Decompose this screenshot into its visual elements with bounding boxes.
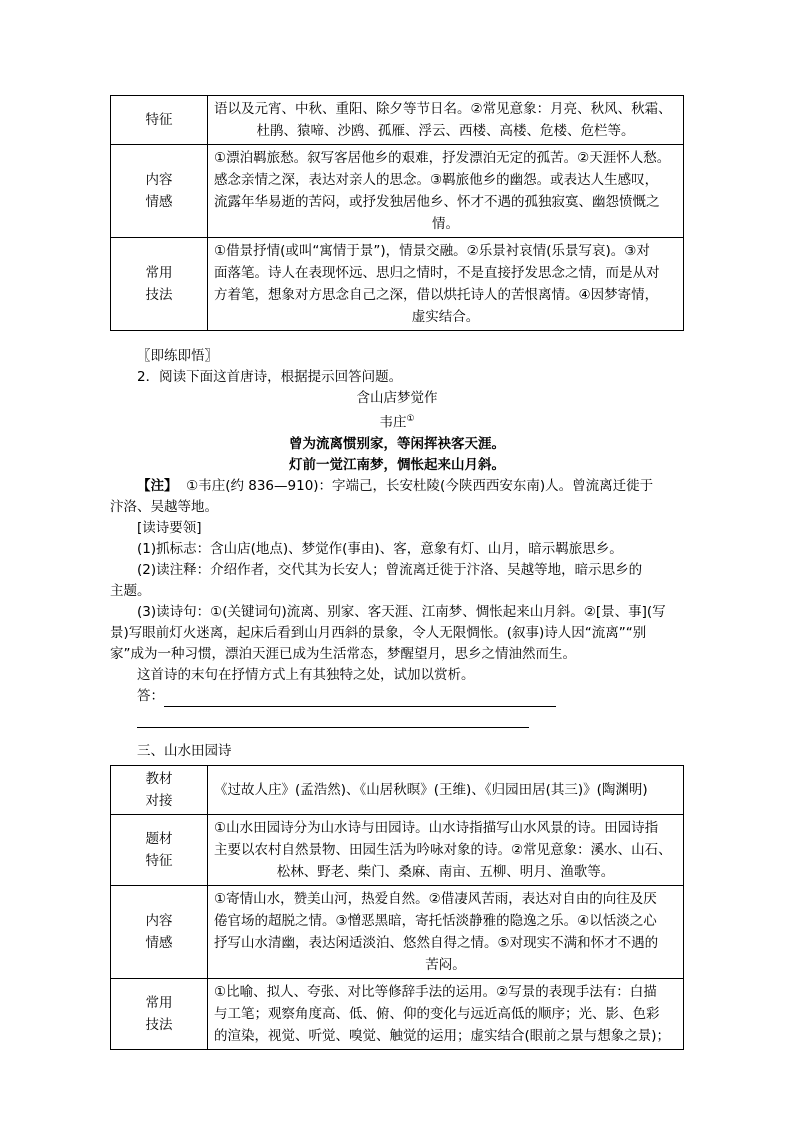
body-line: ①借景抒情(或叫“寓情于景”)，情景交融。②乐景衬哀情(乐景写哀)。③对 — [214, 243, 650, 259]
answer-row-2 — [110, 707, 684, 728]
body-line: 感念亲情之深，表达对亲人的思念。③羁旅他乡的幽怨。或表达人生感叹， — [214, 172, 659, 188]
body-line: 方着笔，想象对方思念自己之深，借以烘托诗人的苦恨离情。④因梦寄情， — [214, 287, 659, 303]
body-line: ①漂泊羁旅愁。叙写客居他乡的艰难，抒发漂泊无定的孤苦。②天涯怀人愁。 — [214, 150, 671, 166]
note-line: 汴洛、吴越等地。 — [110, 498, 218, 515]
row-head — [111, 96, 208, 145]
exercise-header: 〖即练即悟〗 — [137, 348, 218, 364]
guide-header: [读诗要领] — [137, 519, 202, 536]
footnote-mark: ① — [406, 414, 415, 424]
table-row — [111, 145, 684, 238]
body-line: 流露年华易逝的苦闷，或抒发独居他乡、怀才不遇的孤独寂寞、幽怨愤慨之 — [214, 194, 660, 210]
body-line: 语以及元宵、中秋、重阳、除夕等节日名。②常见意象：月亮、秋风、秋霜、 — [214, 101, 672, 117]
poem-line: 曾为流离惯别家，等闲挥袂客天涯。 — [289, 435, 505, 452]
row-head — [111, 979, 208, 1050]
head-text: 特征 — [145, 853, 173, 869]
head-text: 技法 — [145, 287, 173, 303]
body-line: 面落笔。诗人在表现怀远、思归之情时，不是直接抒发思念之情，而是从对 — [214, 265, 660, 281]
row-body — [208, 96, 684, 145]
table-row — [111, 766, 684, 815]
guide-line: 家”成为一种习惯，漂泊天涯已成为生活常态，梦醒望月，思乡之情油然而生。 — [110, 645, 576, 662]
row-head — [111, 886, 208, 979]
head-text: 情感 — [145, 194, 173, 210]
section-title: 三、山水田园诗 — [137, 743, 232, 759]
section-title-row — [110, 741, 684, 762]
body-line: 主要以农村自然景物、田园生活为吟咏对象的诗。②常见意象：溪水、山石、 — [214, 842, 672, 858]
poem-author: 韦庄 — [379, 414, 407, 431]
row-body — [208, 766, 684, 815]
poem-author-line — [110, 409, 684, 434]
row-body — [208, 145, 684, 238]
body-line: 杜鹃、猿啼、沙鸥、孤雁、浮云、西楼、高楼、危楼、危栏等。 — [256, 123, 635, 139]
body-line: 情。 — [432, 216, 459, 232]
body-line: 虚实结合。 — [411, 309, 480, 325]
row-body — [208, 886, 684, 979]
head-text: 教材 — [145, 771, 173, 787]
answer-line[interactable] — [164, 692, 556, 707]
table-row — [111, 979, 684, 1050]
poem-line: 灯前一觉江南梦，惆怅起来山月斜。 — [289, 456, 505, 473]
answer-line[interactable] — [137, 713, 529, 728]
body-line: 苦闷。 — [425, 957, 466, 973]
body-line: 松林、野老、柴门、桑麻、南亩、五柳、明月、渔歌等。 — [276, 864, 615, 880]
head-text: 特征 — [145, 112, 173, 128]
table-row — [111, 815, 684, 886]
guide-line: 主题。 — [110, 582, 151, 599]
row-body — [208, 979, 684, 1050]
exercise-question: 2．阅读下面这首唐诗，根据提示回答问题。 — [137, 369, 403, 385]
row-head — [111, 145, 208, 238]
head-text: 对接 — [145, 793, 173, 809]
answer-row — [110, 686, 684, 707]
head-text: 情感 — [145, 935, 173, 951]
answer-label: 答： — [137, 687, 164, 704]
head-text: 技法 — [145, 1017, 173, 1033]
table-row — [111, 238, 684, 331]
note-label: 【注】 — [137, 477, 178, 494]
body-line: ①山水田园诗分为山水诗与田园诗。山水诗指描写山水风景的诗。田园诗指 — [214, 820, 659, 836]
imagery-table-2 — [110, 765, 684, 1050]
head-text: 题材 — [145, 831, 173, 847]
guide-line: 景)写眼前灯火迷离，起床后看到山月西斜的景象，令人无限惆怅。(叙事)诗人因“流离”“别 — [110, 624, 647, 641]
guide-line: (3)读诗句：①(关键词句)流离、别家、客天涯、江南梦、惆怅起来山月斜。②[景、事](写 — [137, 603, 666, 620]
exercise-section — [110, 346, 684, 728]
head-text: 内容 — [145, 913, 173, 929]
body-line: ①寄情山水，赞美山河，热爱自然。②借凄风苦雨，表达对自由的向往及厌 — [214, 891, 657, 907]
task-prompt: 这首诗的末句在抒情方式上有其独特之处，试加以赏析。 — [137, 666, 475, 683]
body-line: 的渲染，视觉、听觉、嗅觉、触觉的运用；虚实结合(眼前之景与想象之景)； — [214, 1028, 671, 1044]
guide-line: (1)抓标志：含山店(地点)、梦觉作(事由)、客，意象有灯、山月，暗示羁旅思乡。 — [137, 540, 623, 557]
row-head — [111, 766, 208, 815]
row-body — [208, 238, 684, 331]
body-line: 《过故人庄》(孟浩然)、《山居秋暝》(王维)、《归园田居(其三)》(陶渊明) — [214, 782, 648, 798]
note-line — [110, 476, 684, 497]
head-text: 常用 — [145, 265, 173, 281]
note-text: ①韦庄(约 836—910)：字端己，长安杜陵(今陕西西安东南)人。曾流离迁徙于 — [186, 477, 654, 494]
body-line: 与工笔；观察角度高、低、俯、仰的变化与远近高低的顺序；光、影、色彩 — [214, 1006, 660, 1022]
row-body — [208, 815, 684, 886]
body-line: ①比喻、拟人、夸张、对比等修辞手法的运用。②写景的表现手法有：白描 — [214, 984, 657, 1000]
row-head — [111, 815, 208, 886]
poem-title: 含山店梦觉作 — [356, 390, 438, 406]
row-head — [111, 238, 208, 331]
guide-line: (2)读注释：介绍作者，交代其为长安人；曾流离迁徙于汴洛、吴越等地，暗示思乡的 — [137, 561, 643, 578]
body-line: 抒写山水清幽，表达闲适淡泊、悠然自得之情。⑤对现实不满和怀才不遇的 — [214, 935, 659, 951]
table-row — [111, 96, 684, 145]
head-text: 内容 — [145, 172, 173, 188]
imagery-table-1 — [110, 95, 684, 331]
body-line: 倦官场的超脱之情。③憎恶黑暗，寄托恬淡静雅的隐逸之乐。④以恬淡之心 — [214, 913, 657, 929]
table-row — [111, 886, 684, 979]
head-text: 常用 — [145, 995, 173, 1011]
